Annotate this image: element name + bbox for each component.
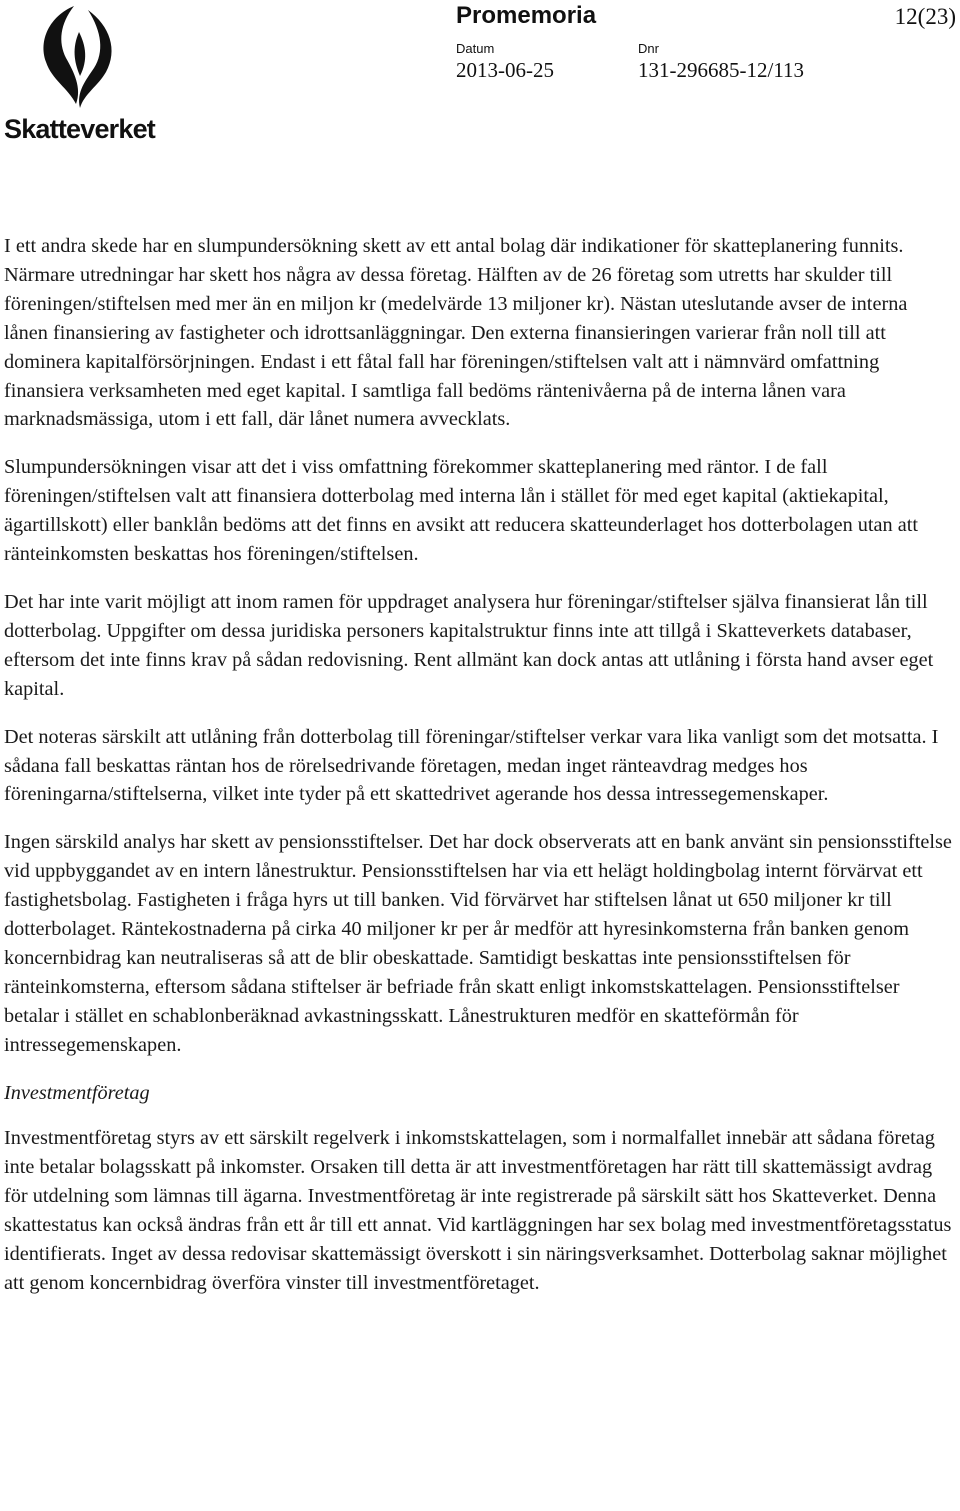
logo-wordmark: Skatteverket bbox=[4, 114, 156, 144]
skatteverket-logo bbox=[2, 2, 162, 144]
paragraph-6: Investmentföretag styrs av ett särskilt regelverk i inkomstskattelagen, som i normalfallet innebär att sådana företag inte betalar bolagsskatt på inkomster. Orsaken till detta är att investmentföretagen har rätt till skattemässigt avdrag för utdelning som lämnas till ägarna. Investmentföretag är inte registrerade på särskilt sätt hos Skatteverket. Denna skattestatus kan också ändras från ett år till ett annat. Vid kartläggningen har sex bolag med investmentföretagsstatus identifierats. Inget av dessa redovisar skattemässigt överskott i sin näringsverksamhet. Dotterbolag saknar möjlighet att genom koncernbidrag överföra vinster till investmentföretaget. bbox=[4, 1127, 952, 1294]
paragraph-2: Slumpundersökningen visar att det i viss omfattning förekommer skatteplanering med räntor. I de fall föreningen/stiftelsen valt att finansiera dotterbolag med interna lån i stället för med eget kapital (aktiekapital, ägartillskott) eller banklån bedöms att det finns en avsikt att reducera skatteunderlaget hos dotterbolagen utan att ränteinkomsten beskattas hos föreningen/stiftelsen. bbox=[4, 456, 919, 566]
document-title: Promemoria bbox=[456, 2, 597, 29]
dnr-label: Dnr bbox=[638, 41, 659, 56]
date-label: Datum bbox=[456, 41, 495, 56]
section-heading: Investmentföretag bbox=[4, 1081, 150, 1104]
paragraph-5: Ingen särskild analys har skett av pensionsstiftelser. Det har dock observerats att en bank använt sin pensionsstiftelse vid uppbyggandet av en intern lånestruktur. Pensionsstiftelsen har via ett helägt holdingbolag internt förvärvat ett fastighetsbolag. Fastigheten i fråga hyrs ut till banken. Vid förvärvet har stiftelsen lånat ut 650 miljoner kr till dotterbolaget. Räntekostnaderna på cirka 40 miljoner kr per år medför att hyresinkomsterna från banken genom koncernbidrag kan neutraliseras så att de blir obeskattade. Samtidigt beskattas inte pensionsstiftelsen för ränteinkomsterna, eftersom sådana stiftelser är befriade från skatt enligt inkomstskattelagen. Pensionsstiftelser betalar i stället en schablonberäknad avkastningsskatt. Lånestrukturen medför en skatteförmån för intressegemenskapen. bbox=[4, 831, 952, 1056]
dnr-value: 131-296685-12/113 bbox=[638, 58, 805, 82]
date-value: 2013-06-25 bbox=[456, 58, 554, 82]
paragraph-3: Det har inte varit möjligt att inom ramen för uppdraget analysera hur föreningar/stiftelser själva finansierat lån till dotterbolag. Uppgifter om dessa juridiska personers kapitalstruktur finns inte att tillgå i Skatteverkets databaser, eftersom det inte finns krav på sådan redovisning. Rent allmänt kan dock antas att utlåning i första hand avser eget kapital. bbox=[4, 590, 934, 700]
paragraph-4: Det noteras särskilt att utlåning från dotterbolag till föreningar/stiftelser verkar vara lika vanligt som det motsatta. I sådana fall beskattas räntan hos de rörelsedrivande företagen, medan inget ränteavdrag medges hos föreningarna/stiftelserna, vilket inte tyder på ett skattedrivet agerande hos dessa intressegemenskaper. bbox=[4, 725, 939, 806]
document-body bbox=[4, 232, 956, 1317]
paragraph-1: I ett andra skede har en slumpundersökning skett av ett antal bolag där indikationer för skatteplanering funnits. Närmare utredningar har skett hos några av dessa företag. Hälften av de 26 företag som utretts har skulder till föreningen/stiftelsen med mer än en miljon kr (medelvärde 13 miljoner kr). Nästan uteslutande avser de interna lånen finansiering av fastigheter och idrottsanläggningar. Den externa finansieringen varierar från noll till att dominera kapitalförsörjningen. Endast i ett fåtal fall har föreningen/stiftelsen valt att i nämnvärd omfattning finansiera verksamheten med eget kapital. I samtliga fall bedöms räntenivåerna på de interna lånen vara marknadsmässiga, utom i ett fall, där lånet numera avvecklats. bbox=[4, 235, 908, 431]
page-number: 12(23) bbox=[894, 4, 956, 29]
crown-emblem-icon bbox=[22, 2, 137, 114]
